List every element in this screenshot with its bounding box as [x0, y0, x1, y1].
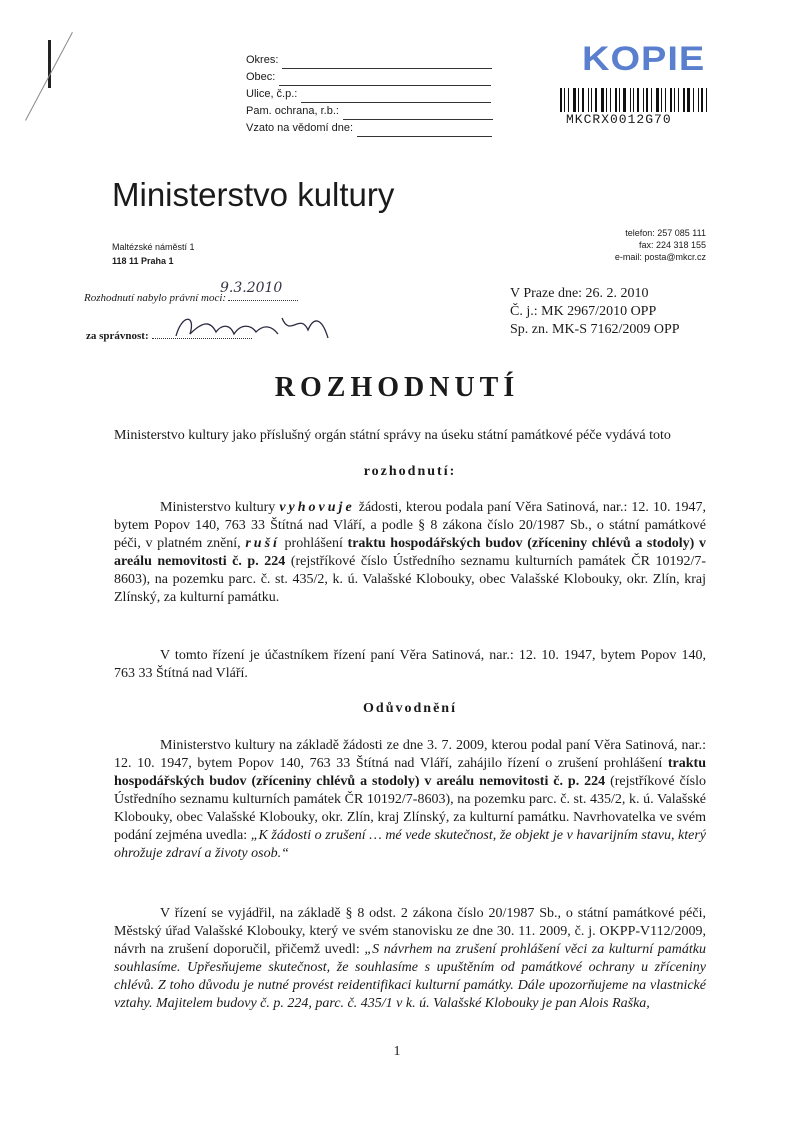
correct-label: za správnost:	[86, 330, 149, 342]
barcode-bar	[661, 88, 662, 112]
barcode-bar	[619, 88, 620, 112]
reference-cj: Č. j.: MK 2967/2010 OPP	[510, 304, 657, 319]
barcode-bar	[656, 88, 659, 112]
barcode-bar	[683, 88, 685, 112]
contact-block	[520, 227, 706, 263]
decision-paragraph	[114, 499, 706, 607]
barcode-bar	[698, 88, 699, 112]
ministry-name: Ministerstvo kultury	[112, 176, 395, 213]
barcode-bar	[595, 88, 597, 112]
routing-vzato: Vzato na vědomí dne:	[246, 122, 354, 134]
barcode-bar	[560, 88, 562, 112]
fax: fax: 224 318 155	[638, 240, 706, 250]
email: e-mail: posta@mkcr.cz	[614, 252, 706, 262]
p1-keyword-rusi: ruší	[245, 536, 280, 551]
p1-a: Ministerstvo kultury	[160, 500, 280, 515]
participant-paragraph: V tomto řízení je účastníkem řízení paní Věra Satinová, nar.: 12. 10. 1947, bytem Popov 140, 763 33 Štítná nad Vláří.	[114, 648, 706, 681]
p4-a: V řízení se vyjádřil, na základě § 8 odst. 2 zákona číslo 20/1987 Sb., o státní památkové péči, Městský úřad Valašské Klobouky, který ve svém stanovisku ze dne 30. 11. 2009, č. j. OKPP-V112/2009, návrh na zrušení doporučil, přičemž uvedl:	[114, 906, 706, 957]
reasoning-heading: Odůvodnění	[363, 701, 457, 716]
barcode-bar	[573, 88, 576, 112]
barcode-bar	[601, 88, 604, 112]
barcode-bar	[633, 88, 634, 112]
ministry-address	[112, 240, 195, 268]
routing-obec: Obec:	[246, 71, 276, 83]
barcode-bar	[630, 88, 631, 112]
barcode-bar	[665, 88, 666, 112]
p3-object: traktu hospodářských budov (zříceniny chlévů a stodoly) v areálu nemovitosti č. p. 224	[114, 756, 706, 789]
barcode-bar	[637, 88, 639, 112]
barcode-bar	[646, 88, 648, 112]
barcode-bar	[687, 88, 690, 112]
address-line-2: 118 11 Praha 1	[112, 256, 174, 266]
handwritten-date: 9.3.2010	[220, 280, 283, 296]
margin-mark	[48, 40, 51, 88]
barcode-bar	[643, 88, 644, 112]
p1-e: prohlášení	[279, 536, 348, 551]
signature	[172, 308, 342, 346]
barcode-code: MKCRX0012G70	[566, 112, 672, 127]
intro-paragraph: Ministerstvo kultury jako příslušný orgán státní správy na úseku státní památkové péče vydává toto	[114, 428, 671, 443]
p3-quote: „K žádosti o zrušení … mé vede skutečnost, že objekt je v havarijním stavu, který ohrožuje zdraví a životy osob.“	[114, 828, 706, 861]
page-number: 1	[393, 1044, 401, 1059]
routing-stamp	[246, 52, 493, 137]
barcode-bar	[591, 88, 592, 112]
barcode-bar	[674, 88, 675, 112]
barcode-bar	[568, 88, 569, 112]
p4-quote: „S návrhem na zrušení prohlášení věci za kulturní památku souhlasíme. Upřesňujeme skutečnost, že souhlasíme s upuštěním od památkové ochrany u zříceniny chlévů. Z toho důvodu je nutné provést reidentifikaci kulturní památky. Dále upozorňujeme na vlastnické vztahy. Majitelem budovy č. p. 224, parc. č. 435/1 v k. ú. Valašské Klobouky je pan Alois Raška,	[114, 942, 706, 1011]
opinion-paragraph	[114, 905, 706, 1013]
barcode-bar	[606, 88, 607, 112]
barcode-bar	[615, 88, 617, 112]
routing-ulice: Ulice, č.p.:	[246, 88, 298, 100]
phone: telefon: 257 085 111	[625, 228, 706, 238]
decision-heading: rozhodnutí:	[363, 464, 457, 479]
document-title: ROZHODNUTÍ	[274, 372, 520, 403]
routing-okres: Okres:	[246, 54, 279, 66]
place-date: V Praze dne: 26. 2. 2010	[510, 286, 649, 301]
barcode	[560, 88, 716, 112]
p3-c: (rejstříkové číslo Ústředního seznamu kulturních památek ČR 10192/7-8603), na pozemku parc. č. st. 435/2, k. ú. Valašské Klobouky, obec Valašské Klobouky, okr. Zlín, kraj Zlínský, za kulturní památku. Navrhovatelka ve svém podání zejména uvedla:	[114, 774, 706, 843]
p1-c: žádosti, kterou podala paní Věra Satinová, nar.: 12. 10. 1947, bytem Popov 140, 763 33 Štítná nad Vláří, a podle § 8 zákona číslo 20/1987 Sb., o státní památkové péči, v platném znění,	[114, 500, 706, 551]
p3-a: Ministerstvo kultury na základě žádosti ze dne 3. 7. 2009, kterou podal paní Věra Satinová, nar.: 12. 10. 1947, bytem Popov 140, 763 33 Štítná nad Vláří, zahájilo řízení o zrušení prohlášení	[114, 738, 706, 771]
barcode-bar	[588, 88, 589, 112]
barcode-bar	[582, 88, 584, 112]
validity-label: Rozhodnutí nabylo právní moci:	[84, 292, 227, 304]
barcode-bar	[623, 88, 626, 112]
barcode-bar	[678, 88, 679, 112]
p1-object: traktu hospodářských budov (zříceniny chlévů a stodoly) v areálu nemovitosti č. p. 224	[114, 536, 706, 569]
barcode-bar	[693, 88, 694, 112]
barcode-bar	[670, 88, 672, 112]
reference-block	[510, 285, 680, 339]
barcode-bar	[578, 88, 579, 112]
routing-pam: Pam. ochrana, r.b.:	[246, 105, 339, 117]
address-line-1: Maltézské náměstí 1	[112, 242, 195, 252]
reference-spzn: Sp. zn. MK-S 7162/2009 OPP	[510, 322, 680, 337]
barcode-bar	[651, 88, 652, 112]
barcode-bar	[706, 88, 707, 112]
barcode-bar	[610, 88, 611, 112]
p1-g: (rejstříkové číslo Ústředního seznamu kulturních památek ČR 10192/7-8603), na pozemku parc. č. st. 435/2, k. ú. Valašské Klobouky, obec Valašské Klobouky, okr. Zlín, kraj Zlínský, za kulturní památku.	[114, 554, 706, 605]
reasoning-paragraph	[114, 737, 706, 863]
kopie-stamp: KOPIE	[582, 40, 706, 78]
barcode-bar	[564, 88, 565, 112]
p1-keyword-vyhovuje: vyhovuje	[279, 500, 355, 515]
barcode-bar	[701, 88, 703, 112]
